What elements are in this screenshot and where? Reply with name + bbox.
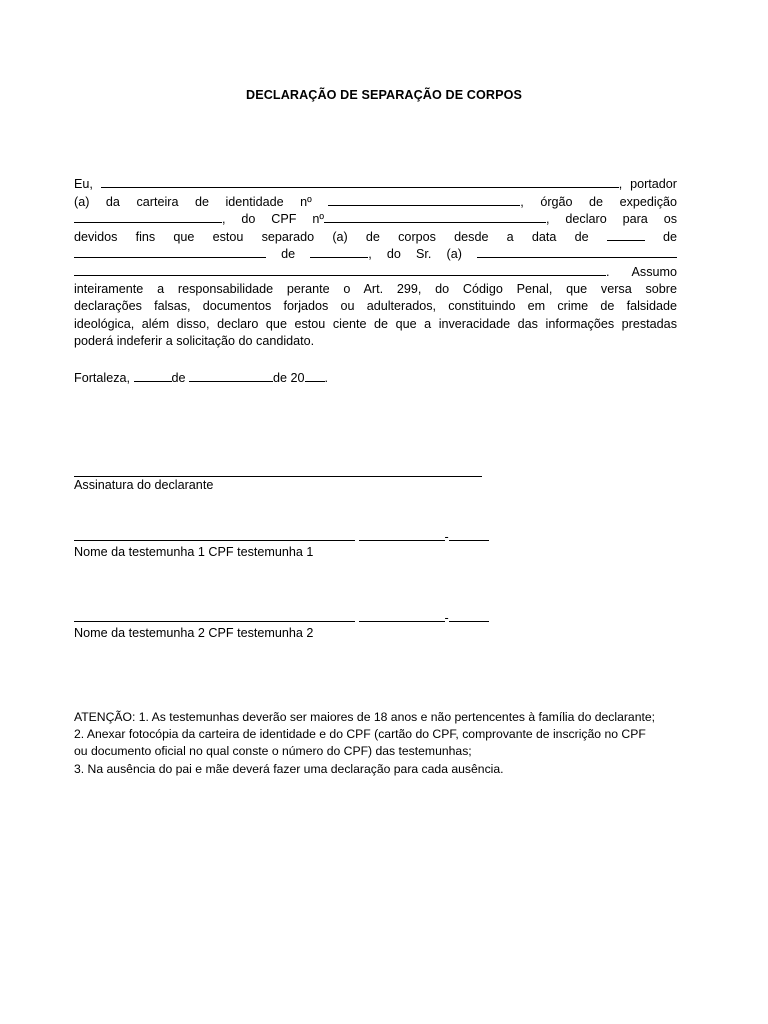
witness-1-cpf-digit-blank — [449, 530, 489, 541]
body-line-10: poderá indeferir a solicitação do candidato. — [74, 334, 315, 349]
body-text: , do CPF nº — [222, 212, 324, 227]
city-text: Fortaleza, — [74, 371, 130, 385]
city-date-line — [74, 371, 328, 385]
body-text: (a) da carteira de identidade nº — [74, 194, 312, 209]
spouse-name-blank — [477, 245, 677, 258]
signature-label: Assinatura do declarante — [74, 478, 214, 492]
note-line-4: 3. Na ausência do pai e mãe deverá fazer uma declaração para cada ausência. — [74, 761, 504, 776]
body-text: , órgão de expedição — [520, 194, 678, 209]
de-year-text: de 20 — [273, 371, 305, 385]
date-month-blank — [189, 371, 273, 382]
issuer-blank — [74, 210, 222, 223]
body-text: , do Sr. (a) — [368, 247, 462, 262]
body-line-5 — [74, 245, 677, 263]
body-line-6 — [74, 263, 677, 281]
body-line-9: ideológica, além disso, declaro que estou ciente de que a inveracidade das informações prestadas — [74, 316, 677, 331]
witness-2-line — [74, 611, 489, 625]
witness-1-cpf-blank — [359, 530, 445, 541]
date-day-blank — [134, 371, 172, 382]
declaration-body — [74, 175, 677, 351]
body-line-7: inteiramente a responsabilidade perante o Art. 299, do Código Penal, que versa sobre — [74, 281, 677, 296]
body-text: , portador — [618, 177, 677, 191]
body-text: . Assumo — [606, 264, 677, 279]
body-text: , declaro para os — [546, 212, 678, 227]
de-text: de — [171, 371, 186, 385]
body-line-8: declarações falsas, documentos forjados ou adulterados, constituindo em crime de falsidade — [74, 299, 677, 314]
body-text: devidos fins que estou separado (a) de corpos desde a data de — [74, 229, 589, 244]
day-blank — [607, 228, 645, 241]
body-line-4 — [74, 228, 677, 246]
date-year-blank — [305, 371, 325, 382]
witness-2-dash: - — [444, 611, 449, 625]
cpf-blank — [324, 210, 546, 223]
body-line-1 — [74, 175, 677, 193]
body-text: de — [281, 247, 296, 262]
note-line-3: ou documento oficial no qual conste o número do CPF) das testemunhas; — [74, 744, 472, 759]
signature-line — [74, 476, 482, 477]
witness-1-name-blank — [74, 530, 355, 541]
witness-2-cpf-digit-blank — [449, 611, 489, 622]
note-line-1: ATENÇÃO: 1. As testemunhas deverão ser maiores de 18 anos e não pertencentes à família do declarante; — [74, 710, 656, 724]
body-text: de — [662, 229, 677, 244]
witness-2-label: Nome da testemunha 2 CPF testemunha 2 — [74, 626, 314, 640]
witness-1-dash: - — [444, 530, 449, 544]
spouse-name-cont-blank — [74, 263, 606, 276]
document-title: DECLARAÇÃO DE SEPARAÇÃO DE CORPOS — [246, 88, 522, 102]
witness-1-line — [74, 530, 489, 544]
note-line-2: 2. Anexar fotocópia da carteira de identidade e do CPF (cartão do CPF, comprovante de inscrição no CPF — [74, 727, 646, 742]
name-blank — [101, 175, 619, 188]
witness-2-cpf-blank — [359, 611, 445, 622]
id-number-blank — [328, 193, 520, 206]
period-text: . — [324, 371, 329, 385]
body-line-2 — [74, 193, 677, 211]
witness-2-name-blank — [74, 611, 355, 622]
witness-1-label: Nome da testemunha 1 CPF testemunha 1 — [74, 545, 314, 559]
body-line-3 — [74, 210, 677, 228]
attention-notes — [74, 709, 680, 778]
month-blank — [74, 245, 266, 258]
body-text: Eu, — [74, 177, 93, 191]
year-blank — [310, 245, 368, 258]
